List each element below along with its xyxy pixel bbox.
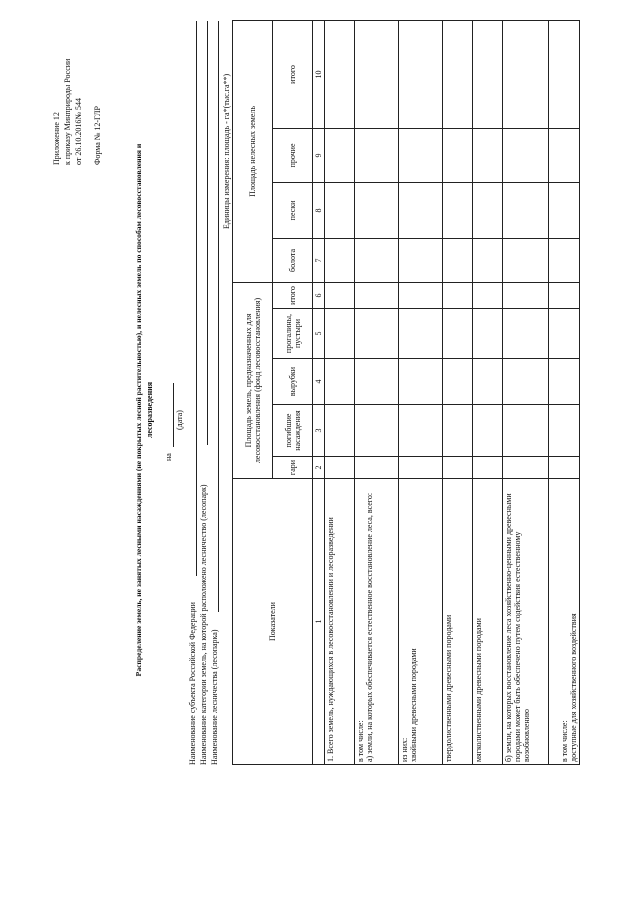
table-cell[interactable] xyxy=(399,282,443,308)
col-number: 10 xyxy=(313,20,325,128)
category-line[interactable] xyxy=(207,21,208,445)
date-line[interactable] xyxy=(173,383,174,447)
table-cell[interactable] xyxy=(443,238,473,282)
row-label: из них: хвойными древесными породами xyxy=(399,479,443,765)
table-cell[interactable] xyxy=(503,20,549,128)
table-cell[interactable] xyxy=(549,182,580,238)
col-number: 4 xyxy=(313,359,325,405)
table-cell[interactable] xyxy=(325,128,355,182)
col-header-nonforest-total: итого xyxy=(273,20,313,128)
appendix-label: Приложение 12 xyxy=(52,112,61,165)
col-header-clearcuts: вырубки xyxy=(273,359,313,405)
table-cell[interactable] xyxy=(503,405,549,457)
forest-group-header: Площадь земель, предназначенных для лесовосстановления (фонд лесовосстановления) xyxy=(233,282,273,478)
table-cell[interactable] xyxy=(355,457,399,479)
col-number: 1 xyxy=(313,479,325,765)
forestry-line[interactable] xyxy=(218,21,219,612)
col-number: 3 xyxy=(313,405,325,457)
date-caption: (дата) xyxy=(175,410,184,430)
order-label: к приказу Минприроды России xyxy=(63,58,72,165)
table-cell[interactable] xyxy=(399,182,443,238)
table-row xyxy=(503,20,549,764)
date-on-label: на xyxy=(164,453,173,461)
col-number: 9 xyxy=(313,128,325,182)
col-header-sands: пески xyxy=(273,182,313,238)
table-row xyxy=(355,20,399,764)
table-cell[interactable] xyxy=(473,359,503,405)
table-row xyxy=(443,20,473,764)
row-label: мягколиственными древесными породами xyxy=(473,479,503,765)
table-cell[interactable] xyxy=(549,128,580,182)
col-number: 7 xyxy=(313,238,325,282)
col-header-swamps: болота xyxy=(273,238,313,282)
subject-line[interactable] xyxy=(196,21,197,576)
table-cell[interactable] xyxy=(443,457,473,479)
table-cell[interactable] xyxy=(399,405,443,457)
col-number: 6 xyxy=(313,282,325,308)
table-cell[interactable] xyxy=(325,309,355,359)
table-cell[interactable] xyxy=(549,238,580,282)
table-cell[interactable] xyxy=(473,20,503,128)
table-cell[interactable] xyxy=(443,128,473,182)
table-cell[interactable] xyxy=(399,359,443,405)
document-title-2: лесоразведения xyxy=(145,381,154,439)
table-row xyxy=(399,20,443,764)
table-cell[interactable] xyxy=(443,182,473,238)
table-cell[interactable] xyxy=(399,457,443,479)
table-cell[interactable] xyxy=(355,309,399,359)
table-cell[interactable] xyxy=(325,405,355,457)
table-cell[interactable] xyxy=(473,282,503,308)
table-cell[interactable] xyxy=(473,457,503,479)
table-row xyxy=(549,20,580,764)
table-cell[interactable] xyxy=(355,359,399,405)
col-number: 2 xyxy=(313,457,325,479)
table-cell[interactable] xyxy=(473,182,503,238)
nonforest-group-header: Площадь нелесных земель xyxy=(233,20,273,282)
document-title: Распределение земель, не занятых лесными насаждениями (не покрытых лесной растительностью), и нелесных земель по способам лесовосстановления и xyxy=(134,143,143,677)
table-cell[interactable] xyxy=(399,238,443,282)
table-cell[interactable] xyxy=(503,457,549,479)
table-cell[interactable] xyxy=(443,405,473,457)
order-date: от 26.10.2016№ 544 xyxy=(74,97,83,165)
indicators-header: Показатели xyxy=(233,479,313,765)
table-cell[interactable] xyxy=(473,238,503,282)
form-number: Форма № 12-ГЛР xyxy=(93,106,102,165)
table-cell[interactable] xyxy=(503,182,549,238)
table-cell[interactable] xyxy=(443,20,473,128)
table-cell[interactable] xyxy=(443,359,473,405)
data-table xyxy=(232,20,580,765)
subject-label: Наименование субъекта Российской Федерации xyxy=(188,602,197,765)
table-cell[interactable] xyxy=(549,405,580,457)
col-header-burns: гари xyxy=(273,457,313,479)
table-cell[interactable] xyxy=(355,238,399,282)
table-cell[interactable] xyxy=(443,282,473,308)
table-cell[interactable] xyxy=(399,128,443,182)
units-label: Единицы измерения: площадь - га*(тыс.га**) xyxy=(222,73,231,229)
forestry-label: Наименование лесничества (лесопарка) xyxy=(210,629,219,765)
table-cell[interactable] xyxy=(355,182,399,238)
table-cell[interactable] xyxy=(325,359,355,405)
col-header-forest-total: итого xyxy=(273,282,313,308)
row-label: в том числе: доступные для хозяйственного воздействия xyxy=(549,479,580,765)
table-row xyxy=(473,20,503,764)
table-cell[interactable] xyxy=(355,20,399,128)
row-label: б) земли, на которых восстановление леса хозяйственно-ценными древесными породами может быть обеспечено путем содействия естественному возобновлению xyxy=(503,479,549,765)
table-cell[interactable] xyxy=(549,359,580,405)
col-number: 5 xyxy=(313,309,325,359)
col-number: 8 xyxy=(313,182,325,238)
table-cell[interactable] xyxy=(503,128,549,182)
col-header-glades: прогалины, пустыри xyxy=(273,309,313,359)
table-cell[interactable] xyxy=(473,128,503,182)
table-cell[interactable] xyxy=(443,309,473,359)
col-header-dead-stands: погибшие насаждения xyxy=(273,405,313,457)
table-cell[interactable] xyxy=(325,182,355,238)
table-cell[interactable] xyxy=(503,282,549,308)
table-cell[interactable] xyxy=(549,282,580,308)
table-cell[interactable] xyxy=(355,128,399,182)
table-cell[interactable] xyxy=(355,282,399,308)
table-cell[interactable] xyxy=(473,309,503,359)
table-cell[interactable] xyxy=(399,309,443,359)
table-cell[interactable] xyxy=(473,405,503,457)
table-cell[interactable] xyxy=(503,238,549,282)
table-cell[interactable] xyxy=(325,238,355,282)
category-label: Наименование категории земель, на которой расположено лесничество (лесопарк) xyxy=(199,484,208,765)
table-cell[interactable] xyxy=(325,20,355,128)
table-cell[interactable] xyxy=(399,20,443,128)
row-label: твердолиственными древесными породами xyxy=(443,479,473,765)
table-cell[interactable] xyxy=(325,282,355,308)
table-cell[interactable] xyxy=(355,405,399,457)
row-label: 1. Всего земель, нуждающихся в лесовосстановлении и лесоразведении xyxy=(325,479,355,765)
table-cell[interactable] xyxy=(549,457,580,479)
row-label: в том числе: а) земли, на которых обеспечивается естественное восстановление леса, всего: xyxy=(355,479,399,765)
table-cell[interactable] xyxy=(503,309,549,359)
table-cell[interactable] xyxy=(549,309,580,359)
table-cell[interactable] xyxy=(503,359,549,405)
col-header-other: прочие xyxy=(273,128,313,182)
table-cell[interactable] xyxy=(549,20,580,128)
table-row xyxy=(325,20,355,764)
table-cell[interactable] xyxy=(325,457,355,479)
